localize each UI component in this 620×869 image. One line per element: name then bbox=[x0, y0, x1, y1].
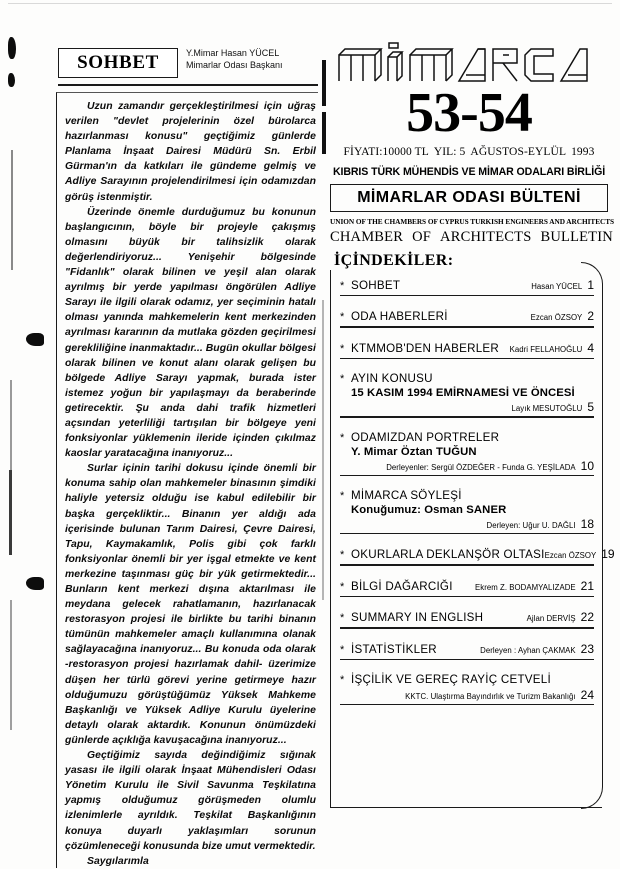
toc-item[interactable] bbox=[340, 372, 594, 420]
article-paragraph: Üzerinde önemle durduğumuz bu konunun başlangıcının, böyle bir projeyle çakışmış olmasını büyük bir talihsizlik olarak değerlendiriyoruz... Yenişehir bölgesinde "Fidanlık" olarak bilinen ve yeşil alan olarak ayrılmış bir yerde yapılması öngörülen Adliye Sarayı ile ilgili olarak odamız, yer seçiminin hatalı olması yanında mahkemelerin kent merkezinden ayrılması kararının da mutlaka gözden geçirilmesi gerekliliğine inanmaktadır... Bugün okullar bölgesi olarak bilinen ve konut alanı olarak gelişen bu bölgede Adliye Sarayı yapmak, burada ister istemez yoğun bir yapılaşmayı da beraberinde getirecektir. Şu anda dahi trafik hizmetleri açsından yeterliliği tartışılan bir bölgeye yeni fonksiyonlar yüklemenin ileride içinden çıkılmaz kaoslar yaratacağına inanıyoruz... bbox=[65, 206, 316, 460]
scan-artifact bbox=[322, 300, 324, 600]
toc-item-page: 2 bbox=[587, 309, 594, 324]
toc-item-credit-row bbox=[340, 688, 594, 702]
toc-item-divider bbox=[340, 416, 594, 417]
section-title-box bbox=[58, 48, 178, 78]
scan-artifact bbox=[322, 60, 326, 106]
toc-item-label: KTMMOB'DEN HABERLER bbox=[351, 341, 500, 355]
toc-item-label: AYIN KONUSU bbox=[351, 372, 433, 386]
toc-item-right bbox=[480, 642, 594, 656]
toc-item[interactable] bbox=[340, 547, 615, 568]
byline-role: Mimarlar Odası Başkanı bbox=[186, 60, 283, 70]
scan-artifact bbox=[10, 600, 12, 730]
article-text-block bbox=[56, 92, 318, 868]
toc-item-author: Hasan YÜCEL bbox=[531, 282, 583, 291]
toc-item-main-row bbox=[340, 642, 594, 657]
toc-item-credit-row bbox=[340, 400, 594, 414]
toc-item-divider bbox=[340, 533, 594, 534]
toc-item-page: 21 bbox=[580, 578, 594, 593]
toc-item[interactable] bbox=[340, 610, 594, 631]
toc-title: İÇİNDEKİLER: bbox=[330, 252, 454, 270]
toc-item-label: İŞÇİLİK VE GEREÇ RAYİÇ CETVELİ bbox=[351, 672, 551, 686]
toc-item-credit: Layık MESUTOĞLU bbox=[511, 404, 583, 414]
scan-artifact bbox=[10, 380, 12, 470]
toc-item-divider bbox=[340, 704, 594, 705]
toc-item-divider bbox=[340, 358, 594, 359]
toc-item-label: ODA HABERLERİ bbox=[351, 310, 448, 324]
union-name-english: UNION OF THE CHAMBERS OF CYPRUS TURKISH ENGINEERS AND ARCHITECTS bbox=[330, 217, 615, 226]
price: FİYATI:10000 TL bbox=[343, 146, 429, 158]
toc-item-author: Derleyen : Ayhan ÇAKMAK bbox=[480, 645, 576, 655]
asterisk-icon: * bbox=[340, 431, 345, 444]
section-title: SOHBET bbox=[77, 52, 159, 73]
toc-item[interactable] bbox=[340, 278, 594, 299]
toc-item-label: ODAMIZDAN PORTRELER bbox=[351, 430, 500, 444]
toc-item-divider bbox=[340, 564, 594, 565]
toc-item-credit: Derleyenler: Sergül ÖZDEĞER - Funda G. YEŞİLADA bbox=[386, 462, 576, 472]
issue-year: 1993 bbox=[571, 146, 595, 158]
toc-item-page: 1 bbox=[587, 278, 594, 292]
issue-date: AĞUSTOS-EYLÜL bbox=[470, 146, 567, 158]
toc-item-page: 5 bbox=[587, 400, 594, 415]
bulletin-title-turkish: MİMARLAR ODASI BÜLTENİ bbox=[357, 189, 581, 206]
toc-item[interactable] bbox=[340, 642, 594, 663]
bulletin-en-word: ARCHITECTS bbox=[440, 229, 532, 245]
toc-item-right bbox=[545, 547, 615, 561]
toc-item-label: SUMMARY IN ENGLISH bbox=[351, 611, 484, 625]
toc-item-divider bbox=[340, 295, 594, 296]
toc-item-author: Ekrem Z. BODAMYALIZADE bbox=[475, 582, 576, 592]
byline-author: Y.Mimar Hasan YÜCEL bbox=[186, 48, 280, 58]
article-body bbox=[65, 99, 316, 869]
toc-item-label: İSTATİSTİKLER bbox=[351, 642, 437, 656]
toc-item-right bbox=[475, 579, 594, 593]
table-of-contents bbox=[330, 252, 615, 708]
toc-item-page: 19 bbox=[601, 547, 615, 562]
price-date-line bbox=[330, 146, 608, 158]
toc-item-subtitle: Konuğumuz: Osman SANER bbox=[351, 503, 507, 516]
asterisk-icon: * bbox=[340, 311, 345, 324]
toc-item-main-row bbox=[340, 309, 594, 324]
asterisk-icon: * bbox=[340, 342, 345, 355]
scan-artifact bbox=[9, 470, 12, 555]
toc-item-main-row bbox=[340, 673, 594, 687]
article-signoff: Saygılarımla bbox=[87, 855, 149, 867]
toc-item-divider bbox=[340, 627, 594, 628]
scan-artifact bbox=[322, 112, 326, 154]
toc-item[interactable] bbox=[340, 309, 594, 330]
scan-artifact-thumb bbox=[26, 333, 44, 346]
toc-item-subtitle: 15 KASIM 1994 EMİRNAMESİ VE ÖNCESİ bbox=[351, 387, 575, 400]
toc-item-right bbox=[531, 309, 594, 323]
toc-item-main-row bbox=[340, 610, 594, 625]
toc-item-main-row bbox=[340, 372, 594, 386]
bulletin-en-word: CHAMBER bbox=[330, 229, 404, 245]
toc-item-label: OKURLARLA DEKLANŞÖR OLTASI bbox=[351, 548, 545, 562]
toc-item-main-row bbox=[340, 489, 594, 503]
union-name-turkish: KIBRIS TÜRK MÜHENDİS VE MİMAR ODALARI BİRLİĞİ bbox=[332, 166, 606, 178]
scan-top-edge-line bbox=[8, 3, 612, 4]
toc-item-main-row bbox=[340, 579, 594, 594]
toc-item-credit: KKTC. Ulaştırma Bayındırlık ve Turizm Bakanlığı bbox=[405, 691, 576, 701]
toc-item-author: Ezcan ÖZSOY bbox=[530, 313, 583, 323]
bulletin-title-english bbox=[330, 229, 613, 246]
toc-item-page: 18 bbox=[580, 516, 594, 531]
asterisk-icon: * bbox=[340, 280, 345, 292]
toc-item[interactable] bbox=[340, 489, 594, 537]
toc-item-credit: Derleyen: Uğur U. DAĞLI bbox=[486, 520, 576, 530]
toc-item[interactable] bbox=[340, 431, 594, 479]
asterisk-icon: * bbox=[340, 673, 345, 686]
article-paragraph: Geçtiğimiz sayıda değindiğimiz sığınak yasası ile ilgili olarak İnşaat Mühendisleri Odası Yönetim Kurulu ile Sivil Savunma Teşkilatına yapmış olduğumuz görüşmeden olumlu izlenimlerle ayrıldık. Teşkilat Başkanlığının konuya duyarlı yaklaşımları sorunun çözümleneceği konusunda bize umut vermektedir. bbox=[65, 750, 316, 852]
toc-item[interactable] bbox=[340, 579, 594, 600]
bulletin-en-word: OF bbox=[412, 229, 432, 245]
byline bbox=[186, 47, 283, 71]
mimarca-logo-icon bbox=[335, 41, 603, 83]
toc-item-subtitle: Y. Mimar Öztan TUĞUN bbox=[351, 445, 477, 458]
asterisk-icon: * bbox=[340, 489, 345, 502]
toc-item-label: MİMARCA SÖYLEŞİ bbox=[351, 488, 462, 502]
toc-item-divider bbox=[340, 596, 594, 597]
toc-item-page: 10 bbox=[580, 458, 594, 473]
toc-item-main-row bbox=[340, 341, 594, 356]
scan-artifact-thumb bbox=[26, 577, 44, 590]
toc-item-page: 22 bbox=[580, 610, 594, 625]
toc-item-right bbox=[527, 610, 594, 624]
mimarca-logo bbox=[330, 40, 608, 84]
toc-item-main-row bbox=[340, 278, 594, 293]
toc-item-label: SOHBET bbox=[351, 279, 401, 292]
volume-year: YIL: 5 bbox=[433, 146, 466, 158]
toc-item-right bbox=[510, 341, 594, 355]
toc-item-label: BİLGİ DAĞARCIĞI bbox=[351, 579, 453, 593]
asterisk-icon: * bbox=[340, 612, 345, 625]
masthead-column bbox=[330, 40, 615, 708]
toc-item-author: Ajlan DERVİŞ bbox=[526, 614, 576, 624]
toc-item-divider bbox=[340, 326, 594, 327]
asterisk-icon: * bbox=[340, 643, 345, 656]
toc-item-credit-row bbox=[340, 459, 594, 473]
section-header bbox=[58, 46, 318, 82]
asterisk-icon: * bbox=[340, 580, 345, 593]
masthead bbox=[330, 40, 615, 246]
toc-item-main-row bbox=[340, 431, 594, 445]
toc-item-divider bbox=[340, 475, 594, 476]
toc-item-author: Kadri FELLAHOĞLU bbox=[509, 344, 583, 354]
toc-item[interactable] bbox=[340, 341, 594, 362]
scan-artifact bbox=[11, 150, 13, 270]
toc-item[interactable] bbox=[340, 673, 594, 708]
asterisk-icon: * bbox=[340, 373, 345, 386]
toc-item-page: 23 bbox=[580, 641, 594, 656]
toc-item-credit-row bbox=[340, 517, 594, 531]
article-column bbox=[14, 46, 318, 867]
issue-number: 53-54 bbox=[406, 82, 532, 144]
toc-item-main-row bbox=[340, 547, 615, 562]
toc-item-author: Ezcan ÖZSOY bbox=[544, 551, 597, 561]
article-paragraph: Surlar içinin tarihi dokusu içinde önemli bir konuma sahip olan mahkemeler binasının şimdiki haliyle yetersiz olduğu ise kabul edilebilir bir başka gerçekliktir... Binanın yer aldığı ada içerisinde bulunan Tarım Dairesi, Çevre Dairesi, Tapu, Kaymakamlık, Polis gibi çok farklı fonksiyonlar önemli bir yer işgal etmekte ve kent merkezine taşınması güç bir yük getirmektedir... Bunların kent merkezi dışına aktarılması ile meydana gelecek rahatlamanın, hazırlanacak restorasyon projesi ile birlikte bu tarihi binanın tümünün mahkemeler amaçlı kullanımına olanak sağlayacağına inanıyoruz... Bu konuda oda olarak -restorasyon projesi hazırlamak dahil- üzerimize düşen her türlü görevi yerine getirmeye hazır olduğumuzu görüştüğümüz Yüksek Mahkeme Başkanlığı ve Yüksek Adliye Kurulu üyelerine detaylı olarak aktardık. Konunun önümüzdeki günlerde açıklığa kavuşacağına inanıyoruz... bbox=[65, 463, 316, 746]
article-paragraph: Uzun zamandır gerçekleştirilmesi için uğraş verilen "devlet projelerinin özel bürolarca hazırlanması konusu" geçtiğimiz günlerde Planlama İnşaat Dairesi Müdürü Sn. Erbil Gürman'ın da katkıları ile gündeme gelmiş ve Adliye Sarayının projelendirilmesi için odamızdan görüş istenmiştir. bbox=[65, 101, 316, 203]
toc-item-divider bbox=[340, 659, 594, 660]
toc-item-page: 24 bbox=[580, 687, 594, 702]
toc-item-page: 4 bbox=[587, 340, 594, 355]
asterisk-icon: * bbox=[340, 549, 345, 562]
toc-item-right bbox=[531, 278, 594, 292]
bulletin-title-box bbox=[330, 184, 608, 212]
bulletin-en-word: BULLETIN bbox=[540, 229, 613, 245]
header-divider bbox=[58, 84, 318, 86]
toc-list bbox=[330, 270, 615, 708]
